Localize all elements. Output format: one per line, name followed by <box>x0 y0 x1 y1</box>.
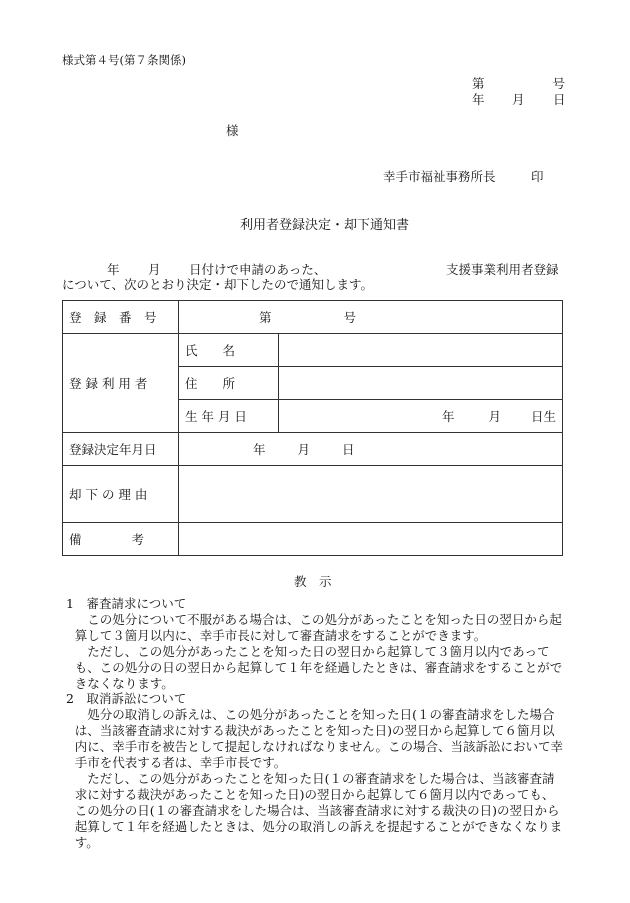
issuer-title: 幸手市福祉事務所長 <box>383 169 496 184</box>
intro-month: 月 <box>148 262 161 277</box>
date-month: 月 <box>512 92 525 107</box>
document-date-line <box>472 90 565 106</box>
notice-section-2-paragraph-1: 処分の取消しの訴えは、この処分があったことを知った日(１の審査請求をした場合は、当該審査請求に対する裁決があったことを知った日)の翌日から起算して６箇月以内に、幸手市を被告として提起しなければなりません。この場合、当該訴訟において幸手市を代表する者は、幸手市長です。 <box>74 707 564 771</box>
table-row-registration-number <box>63 301 563 334</box>
seal-mark: 印 <box>531 169 544 184</box>
decision-year: 年 <box>253 442 266 457</box>
dob-month: 月 <box>488 409 501 424</box>
rejection-reason-label: 却 下 の 理 由 <box>63 466 179 523</box>
dob-day: 日生 <box>530 409 556 424</box>
number-suffix: 号 <box>552 76 565 91</box>
rejection-reason-value <box>179 466 563 523</box>
notice-section-1-title: 1 審査請求について <box>66 596 187 611</box>
table-row-remarks <box>63 523 563 556</box>
intro-program: 支援事業利用者登録 <box>446 262 559 277</box>
table-row-decision-date <box>63 433 563 466</box>
table-row-name <box>63 334 563 367</box>
reg-number-cell <box>179 301 563 334</box>
dob-value <box>279 400 563 433</box>
notice-heading: 教 示 <box>294 574 332 589</box>
decision-month: 月 <box>297 442 311 457</box>
remarks-label: 備 考 <box>63 523 179 556</box>
address-value <box>279 367 563 400</box>
dob-label: 生 年 月 日 <box>179 400 279 433</box>
intro-date-text: 日付けで申請のあった、 <box>189 262 327 277</box>
remarks-value <box>179 523 563 556</box>
reg-number-prefix: 第 <box>259 310 272 325</box>
intro-year: 年 <box>107 262 120 277</box>
name-label: 氏 名 <box>179 334 279 367</box>
notice-body <box>66 596 566 851</box>
notice-section-1-paragraph-1: この処分について不服がある場合は、この処分があったことを知った日の翌日から起算して３箇月以内に、幸手市長に対して審査請求をすることができます。 <box>74 611 562 643</box>
date-day: 日 <box>553 92 566 107</box>
document-title: 利用者登録決定・却下通知書 <box>240 218 410 233</box>
registration-table <box>62 300 563 556</box>
number-prefix: 第 <box>472 76 485 91</box>
notice-section-1-paragraph-2: ただし、この処分があったことを知った日の翌日から起算して３箇月以内であっても、この処分の日の翌日から起算して１年を経過したときは、審査請求をすることができなくなります。 <box>74 643 563 691</box>
notice-section-2-paragraph-2: ただし、この処分があったことを知った日(１の審査請求をした場合は、当該審査請求に対する裁決があったことを知った日)の翌日から起算して６箇月以内であっても、この処分の日(１の審査請求をした場合は、当該審査請求に対する裁決の日)の翌日から起算して１年を経過したときは、処分の取消しの訴えを提起することができなくなります。 <box>74 770 563 850</box>
addressee-suffix: 様 <box>226 123 239 138</box>
name-value <box>279 334 563 367</box>
intro-line-2: について、次のとおり決定・却下したので通知します。 <box>62 277 374 292</box>
decision-date-label: 登録決定年月日 <box>63 433 179 466</box>
table-row-rejection-reason <box>63 466 563 523</box>
address-label: 住 所 <box>179 367 279 400</box>
notice-section-2-title: 2 取消訴訟について <box>66 691 187 707</box>
reg-number-label: 登 録 番 号 <box>63 301 179 334</box>
date-year: 年 <box>472 92 485 107</box>
registrant-label: 登 録 利 用 者 <box>63 334 179 433</box>
dob-year: 年 <box>441 409 455 424</box>
reg-number-suffix: 号 <box>343 310 357 325</box>
decision-date-value <box>179 433 563 466</box>
form-reference: 様式第４号(第７条関係) <box>62 53 186 67</box>
decision-day: 日 <box>342 442 355 457</box>
